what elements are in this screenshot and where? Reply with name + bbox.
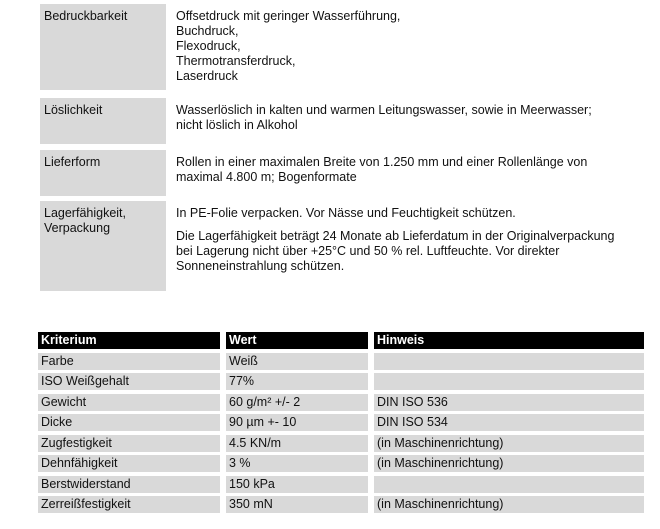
cell-hinweis: DIN ISO 536: [374, 394, 644, 411]
property-paragraph: Offsetdruck mit geringer Wasserführung, Buchdruck, Flexodruck, Thermotransferdruck, Laserdruck: [176, 9, 401, 83]
specifications-table: [38, 332, 644, 517]
table-row: [38, 394, 644, 415]
cell-hinweis: [374, 353, 644, 370]
cell-wert: 4.5 KN/m: [226, 435, 368, 452]
cell-hinweis: [374, 373, 644, 390]
cell-kriterium: Dehnfähigkeit: [38, 455, 220, 472]
property-value: [176, 201, 646, 274]
table-row: [38, 455, 644, 476]
cell-kriterium: Berstwiderstand: [38, 476, 220, 493]
property-value: [176, 98, 646, 133]
header-hinweis: Hinweis: [374, 332, 644, 349]
property-paragraph: Wasserlöslich in kalten und warmen Leitungswasser, sowie in Meerwasser; nicht löslich in Alkohol: [176, 103, 592, 132]
cell-hinweis: (in Maschinenrichtung): [374, 435, 644, 452]
table-row: [38, 353, 644, 374]
table-row: [38, 476, 644, 497]
table-header-row: [38, 332, 644, 353]
cell-kriterium: Gewicht: [38, 394, 220, 411]
property-label: Lieferform: [40, 150, 166, 196]
property-value: [176, 150, 646, 185]
cell-kriterium: ISO Weißgehalt: [38, 373, 220, 390]
property-paragraph: Die Lagerfähigkeit beträgt 24 Monate ab Lieferdatum in der Originalverpackung bei Lagerung nicht über +25°C und 50 % rel. Luftfeuchte. Vor direkter Sonneneinstrahlung schützen.: [176, 229, 615, 273]
table-row: [38, 414, 644, 435]
cell-kriterium: Dicke: [38, 414, 220, 431]
cell-wert: 77%: [226, 373, 368, 390]
cell-kriterium: Farbe: [38, 353, 220, 370]
property-label: Löslichkeit: [40, 98, 166, 144]
cell-wert: 90 µm +- 10: [226, 414, 368, 431]
property-value: [176, 4, 646, 84]
cell-hinweis: (in Maschinenrichtung): [374, 455, 644, 472]
table-row: [38, 435, 644, 456]
cell-wert: 150 kPa: [226, 476, 368, 493]
property-paragraph: Rollen in einer maximalen Breite von 1.250 mm und einer Rollenlänge von maximal 4.800 m; Bogenformate: [176, 155, 588, 184]
cell-hinweis: [374, 476, 644, 493]
cell-wert: Weiß: [226, 353, 368, 370]
cell-wert: 350 mN: [226, 496, 368, 513]
cell-kriterium: Zugfestigkeit: [38, 435, 220, 452]
table-body: [38, 353, 644, 517]
header-kriterium: Kriterium: [38, 332, 220, 349]
header-wert: Wert: [226, 332, 368, 349]
cell-wert: 3 %: [226, 455, 368, 472]
cell-hinweis: (in Maschinenrichtung): [374, 496, 644, 513]
property-label: Bedruckbarkeit: [40, 4, 166, 90]
cell-hinweis: DIN ISO 534: [374, 414, 644, 431]
property-paragraph: In PE-Folie verpacken. Vor Nässe und Feuchtigkeit schützen.: [176, 206, 516, 220]
table-row: [38, 496, 644, 517]
cell-wert: 60 g/m² +/- 2: [226, 394, 368, 411]
table-row: [38, 373, 644, 394]
cell-kriterium: Zerreißfestigkeit: [38, 496, 220, 513]
property-label: Lagerfähigkeit, Verpackung: [40, 201, 166, 291]
